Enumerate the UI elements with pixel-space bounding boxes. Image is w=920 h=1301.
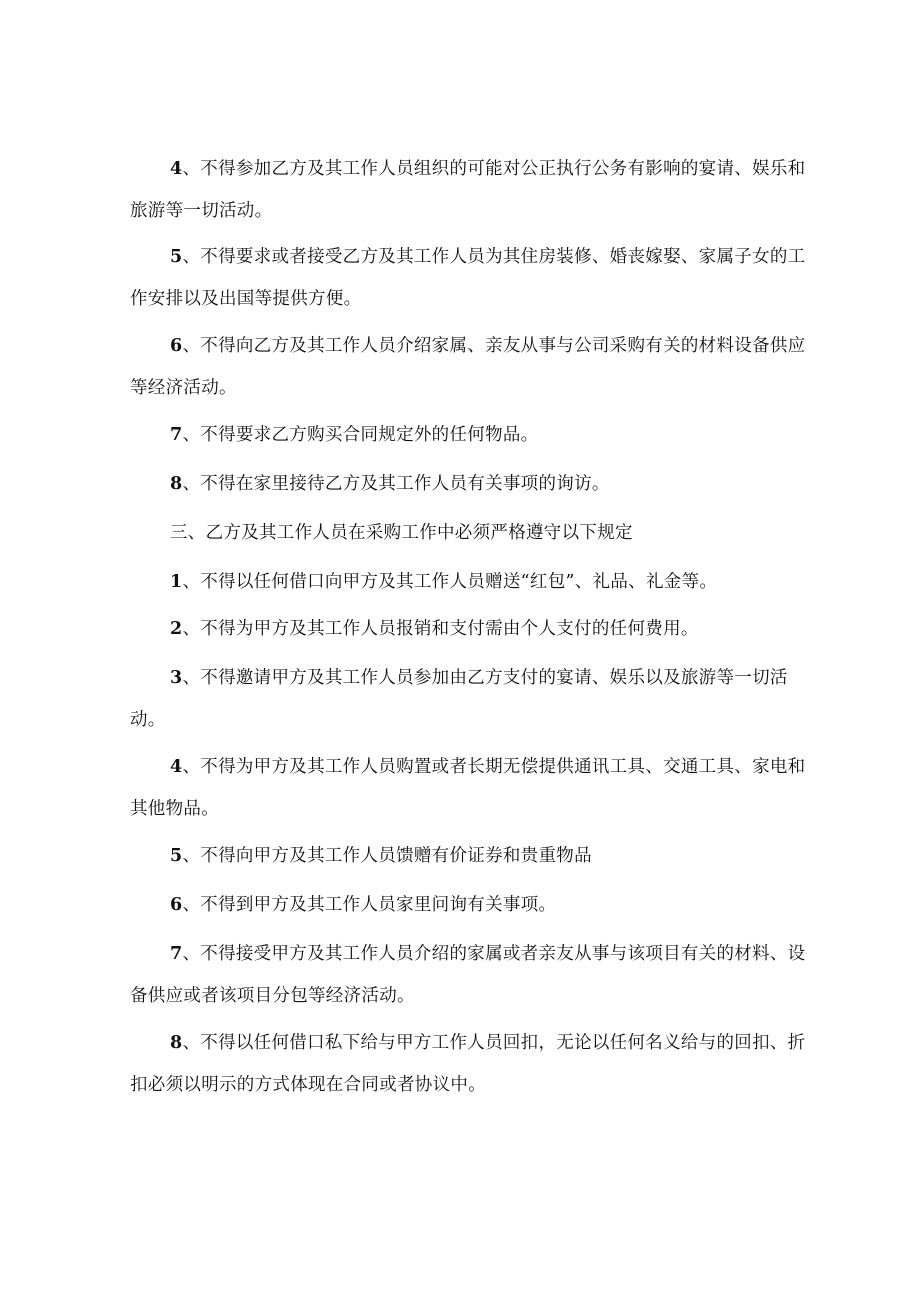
item-number: 1	[170, 572, 183, 592]
section-heading-three	[130, 512, 814, 554]
item-text: 、不得以任何借口私下给与甲方工作人员回扣，无论以任何名义给与的回扣、折扣必须以明示的方式体现在合同或者协议中。	[130, 1033, 806, 1095]
item-text: 、不得为甲方及其工作人员购置或者长期无偿提供通讯工具、交通工具、家电和其他物品。	[130, 757, 806, 819]
item-number: 5	[170, 247, 183, 267]
item-number: 8	[170, 474, 183, 494]
paragraph-item-8	[130, 463, 814, 505]
paragraph-item-6	[130, 325, 814, 409]
item-number: 2	[170, 619, 183, 639]
paragraph-item-4	[130, 148, 814, 232]
item-number: 4	[170, 159, 183, 179]
paragraph-item-3	[130, 657, 814, 741]
paragraph-item-7	[130, 414, 814, 456]
item-number: 5	[170, 846, 183, 866]
item-number: 7	[170, 425, 183, 445]
section-heading-text: 三、乙方及其工作人员在采购工作中必须严格遵守以下规定	[170, 523, 633, 543]
item-number: 8	[170, 1033, 183, 1053]
item-text: 、不得以任何借口向甲方及其工作人员赠送“红包”、礼品、礼金等。	[182, 572, 718, 592]
item-text: 、不得在家里接待乙方及其工作人员有关事项的询访。	[182, 474, 610, 494]
item-number: 6	[170, 336, 183, 356]
paragraph-item-2	[130, 608, 814, 650]
item-number: 4	[170, 757, 183, 777]
item-text: 、不得到甲方及其工作人员家里问询有关事项。	[182, 895, 557, 915]
item-number: 6	[170, 895, 183, 915]
item-text: 、不得向乙方及其工作人员介绍家属、亲友从事与公司采购有关的材料设备供应等经济活动。	[130, 336, 806, 398]
item-text: 、不得要求或者接受乙方及其工作人员为其住房装修、婚丧嫁娶、家属子女的工作安排以及出国等提供方便。	[130, 247, 806, 309]
paragraph-item-6b	[130, 884, 814, 926]
paragraph-item-5b	[130, 835, 814, 877]
item-number: 3	[170, 668, 183, 688]
item-text: 、不得参加乙方及其工作人员组织的可能对公正执行公务有影响的宴请、娱乐和旅游等一切活动。	[130, 159, 806, 221]
item-text: 、不得向甲方及其工作人员馈赠有价证券和贵重物品	[182, 846, 592, 866]
paragraph-item-8b	[130, 1022, 814, 1106]
paragraph-item-1	[130, 561, 814, 603]
paragraph-item-7b	[130, 933, 814, 1017]
item-text: 、不得要求乙方购买合同规定外的任何物品。	[182, 425, 539, 445]
item-text: 、不得接受甲方及其工作人员介绍的家属或者亲友从事与该项目有关的材料、设备供应或者该项目分包等经济活动。	[130, 944, 806, 1006]
item-text: 、不得为甲方及其工作人员报销和支付需由个人支付的任何费用。	[182, 619, 699, 639]
item-number: 7	[170, 944, 183, 964]
paragraph-item-4b	[130, 746, 814, 830]
paragraph-item-5	[130, 236, 814, 320]
item-text: 、不得邀请甲方及其工作人员参加由乙方支付的宴请、娱乐以及旅游等一切活动。	[130, 668, 788, 730]
